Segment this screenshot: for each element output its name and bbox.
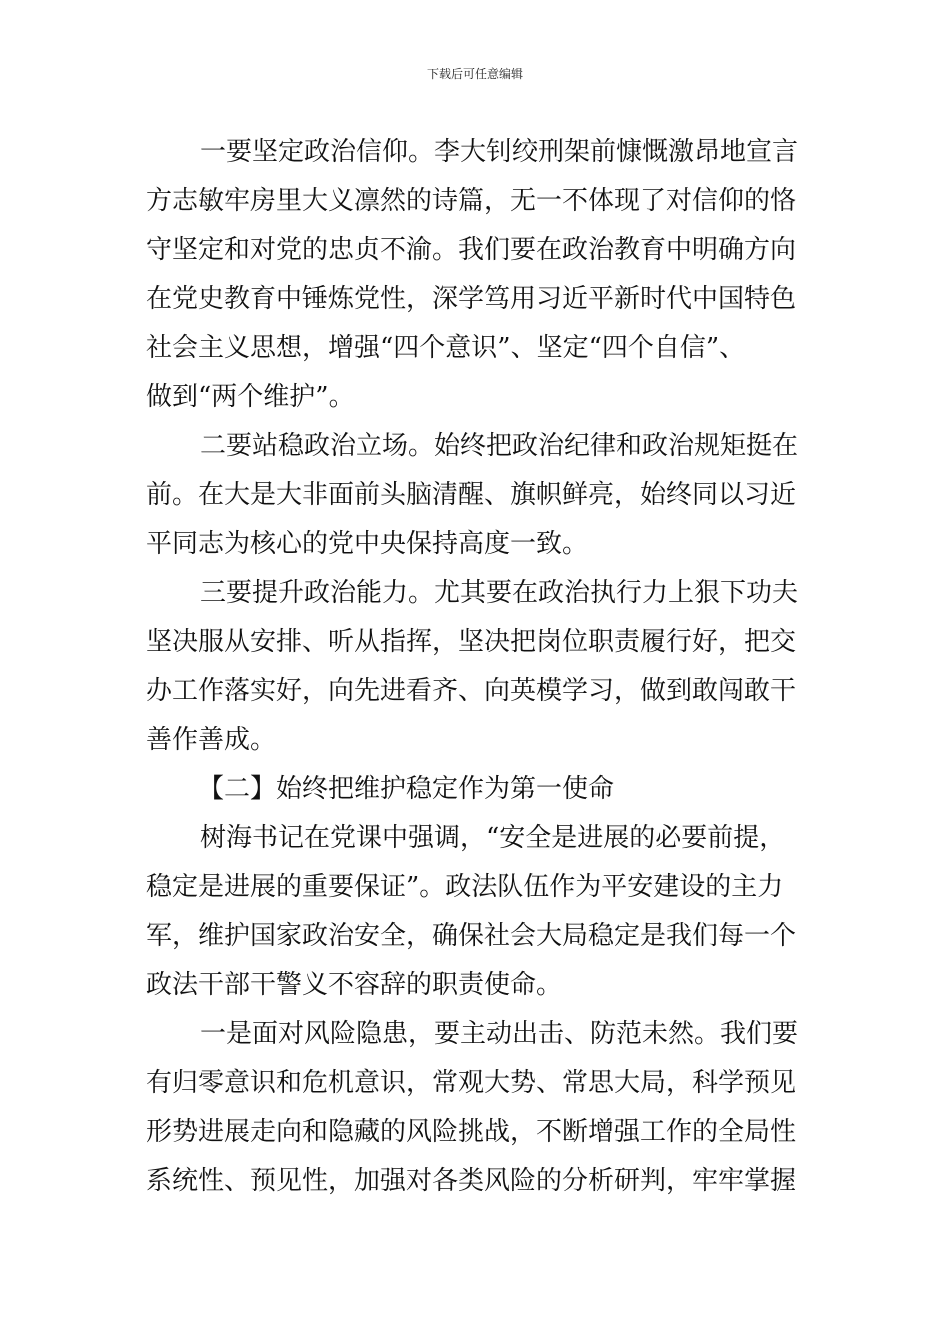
text-line: 三要提升政治能力。尤其要在政治执行力上狠下功夫 (200, 578, 799, 608)
text-line: 方志敏牢房里大义凛然的诗篇，无一不体现了对信仰的恪 (146, 186, 797, 216)
text-line: 形势进展走向和隐藏的风险挑战，不断增强工作的全局性 (146, 1117, 797, 1147)
text-line: 前。在大是大非面前头脑清醒、旗帜鲜亮，始终同以习近 (146, 480, 797, 510)
text-line: 一要坚定政治信仰。李大钊绞刑架前慷慨激昂地宣言 (200, 137, 799, 167)
page-header-note: 下载后可任意编辑 (426, 67, 523, 81)
text-line: 办工作落实好，向先进看齐、向英模学习，做到敢闯敢干 (146, 676, 797, 706)
text-line: 系统性、预见性，加强对各类风险的分析研判，牢牢掌握 (146, 1166, 797, 1196)
text-line: 树海书记在党课中强调，“安全是进展的必要前提， (200, 823, 786, 853)
text-line: 平同志为核心的党中央保持高度一致。 (146, 529, 589, 559)
text-line: 政法干部干警义不容辞的职责使命。 (146, 970, 563, 1000)
text-line: 社会主义思想，增强“四个意识”、坚定“四个自信”、 (146, 333, 746, 363)
text-line: 二要站稳政治立场。始终把政治纪律和政治规矩挺在 (200, 431, 799, 461)
text-line: 在党史教育中锤炼党性，深学笃用习近平新时代中国特色 (146, 284, 797, 314)
text-line: 稳定是进展的重要保证”。政法队伍作为平安建设的主力 (146, 872, 784, 902)
section-heading: 【二】始终把维护稳定作为第一使命 (198, 774, 615, 804)
text-line: 善作善成。 (146, 725, 277, 755)
text-line: 一是面对风险隐患，要主动出击、防范未然。我们要 (200, 1019, 799, 1049)
text-line: 坚决服从安排、听从指挥，坚决把岗位职责履行好，把交 (146, 627, 797, 657)
text-line: 守坚定和对党的忠贞不渝。我们要在政治教育中明确方向 (146, 235, 797, 265)
text-line: 做到“两个维护”。 (146, 382, 355, 412)
document-body (146, 128, 811, 1206)
text-line: 军，维护国家政治安全，确保社会大局稳定是我们每一个 (146, 921, 797, 951)
text-line: 有归零意识和危机意识，常观大势、常思大局，科学预见 (146, 1068, 797, 1098)
